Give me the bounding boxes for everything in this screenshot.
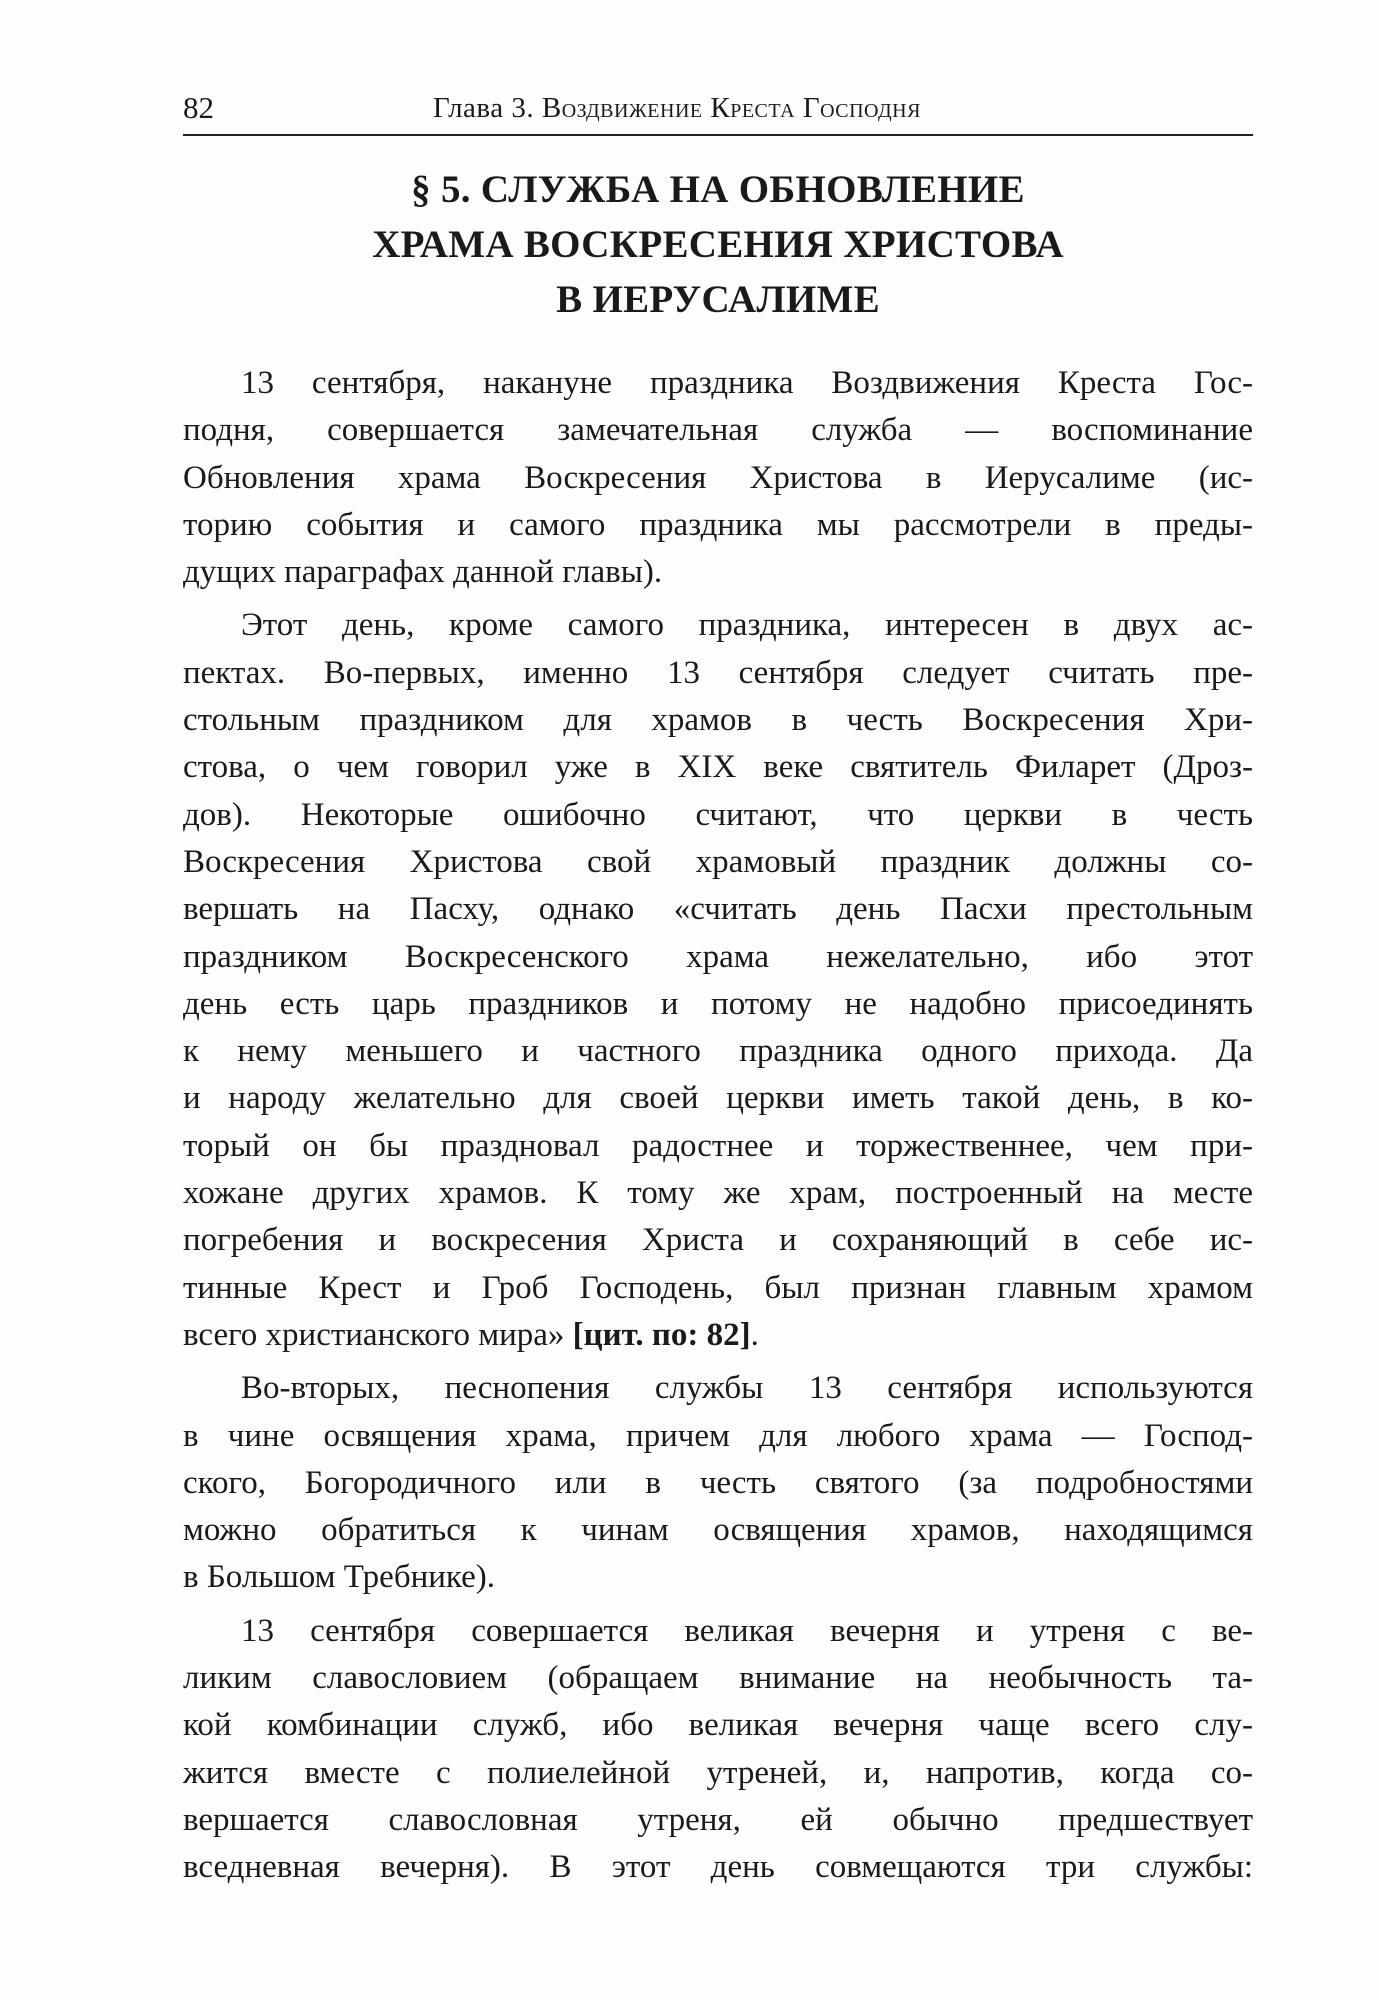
text-line: Этот день, кроме самого праздника, интересен в двух ас- [241, 607, 1253, 644]
citation-reference: [цит. по: 82] [572, 1316, 751, 1353]
paragraph-2 [183, 602, 1253, 1359]
text-line: пектах. Во-первых, именно 13 сентября следует считать пре- [183, 654, 1253, 691]
text-line: подня, совершается замечательная служба — воспоминание [183, 412, 1253, 449]
text-line: ликим славословием (обращаем внимание на необычность та- [183, 1660, 1253, 1697]
text-line: торый он бы праздновал радостнее и торжественнее, чем при- [183, 1127, 1253, 1164]
paragraph-1 [183, 360, 1253, 596]
text-line: ского, Богородичного или в честь святого (за подробностями [183, 1464, 1253, 1501]
text-line: Обновления храма Воскресения Христова в Иерусалиме (ис- [183, 459, 1253, 496]
text-line [183, 1312, 1253, 1359]
text-line: торию события и самого праздника мы рассмотрели в преды- [183, 506, 1253, 543]
text-line: праздником Воскресенского храма нежелательно, ибо этот [183, 938, 1253, 975]
text-line: можно обратиться к чинам освящения храмов, находящимся [183, 1512, 1253, 1549]
text-line: в Большом Требнике). [183, 1559, 496, 1596]
paragraph-3 [183, 1365, 1253, 1601]
text-line: стова, о чем говорил уже в XIX веке святитель Филарет (Дроз- [183, 749, 1253, 786]
text-line: Во-вторых, песнопения службы 13 сентября используются [241, 1370, 1253, 1407]
text-line: дущих параграфах данной главы). [183, 554, 663, 591]
text-line: вседневная вечерня). В этот день совмещаются три службы: [183, 1849, 1253, 1886]
text-line: кой комбинации служб, ибо великая вечерня чаще всего слу- [183, 1707, 1253, 1744]
paragraph-4 [183, 1608, 1253, 1892]
text-line: жится вместе с полиелейной утреней, и, напротив, когда со- [183, 1754, 1253, 1791]
chapter-prefix: Глава 3. [433, 92, 535, 124]
text-line: и народу желательно для своей церкви иметь такой день, в ко- [183, 1080, 1253, 1117]
text-line: Воскресения Христова свой храмовый праздник должны со- [183, 843, 1253, 880]
page-number: 82 [183, 90, 214, 125]
running-head [183, 88, 1253, 136]
text-line: дов). Некоторые ошибочно считают, что церкви в честь [183, 796, 1253, 833]
text-line: вершается славословная утреня, ей обычно предшествует [183, 1801, 1253, 1838]
text-line: погребения и воскресения Христа и сохраняющий в себе ис- [183, 1222, 1253, 1259]
text-line: в чине освящения храма, причем для любого храма — Господ- [183, 1417, 1253, 1454]
text-segment: всего христианского мира» [183, 1316, 573, 1353]
text-line: 13 сентября, накануне праздника Воздвижения Креста Гос- [241, 365, 1253, 401]
text-line: стольным праздником для храмов в честь Воскресения Хри- [183, 702, 1253, 739]
text-line: к нему меньшего и частного праздника одного прихода. Да [183, 1033, 1253, 1070]
section-title [183, 162, 1253, 327]
text-line: день есть царь праздников и потому не надобно присоединять [183, 985, 1253, 1022]
text-segment: . [750, 1316, 759, 1353]
section-title-line: В ИЕРУСАЛИМЕ [556, 278, 880, 321]
text-line: вершать на Пасху, однако «считать день Пасхи престольным [183, 891, 1253, 928]
chapter-running-title [433, 88, 921, 128]
text-line: хожане других храмов. К тому же храм, построенный на месте [183, 1175, 1253, 1212]
text-line: 13 сентября совершается великая вечерня и утреня с ве- [241, 1612, 1253, 1649]
chapter-title: Воздвижение Креста Господня [541, 92, 921, 124]
section-title-line: § 5. СЛУЖБА НА ОБНОВЛЕНИЕ [411, 168, 1025, 211]
text-line: тинные Крест и Гроб Господень, был признан главным храмом [183, 1269, 1253, 1306]
section-title-line: ХРАМА ВОСКРЕСЕНИЯ ХРИСТОВА [372, 223, 1064, 266]
body-text [183, 360, 1253, 1892]
